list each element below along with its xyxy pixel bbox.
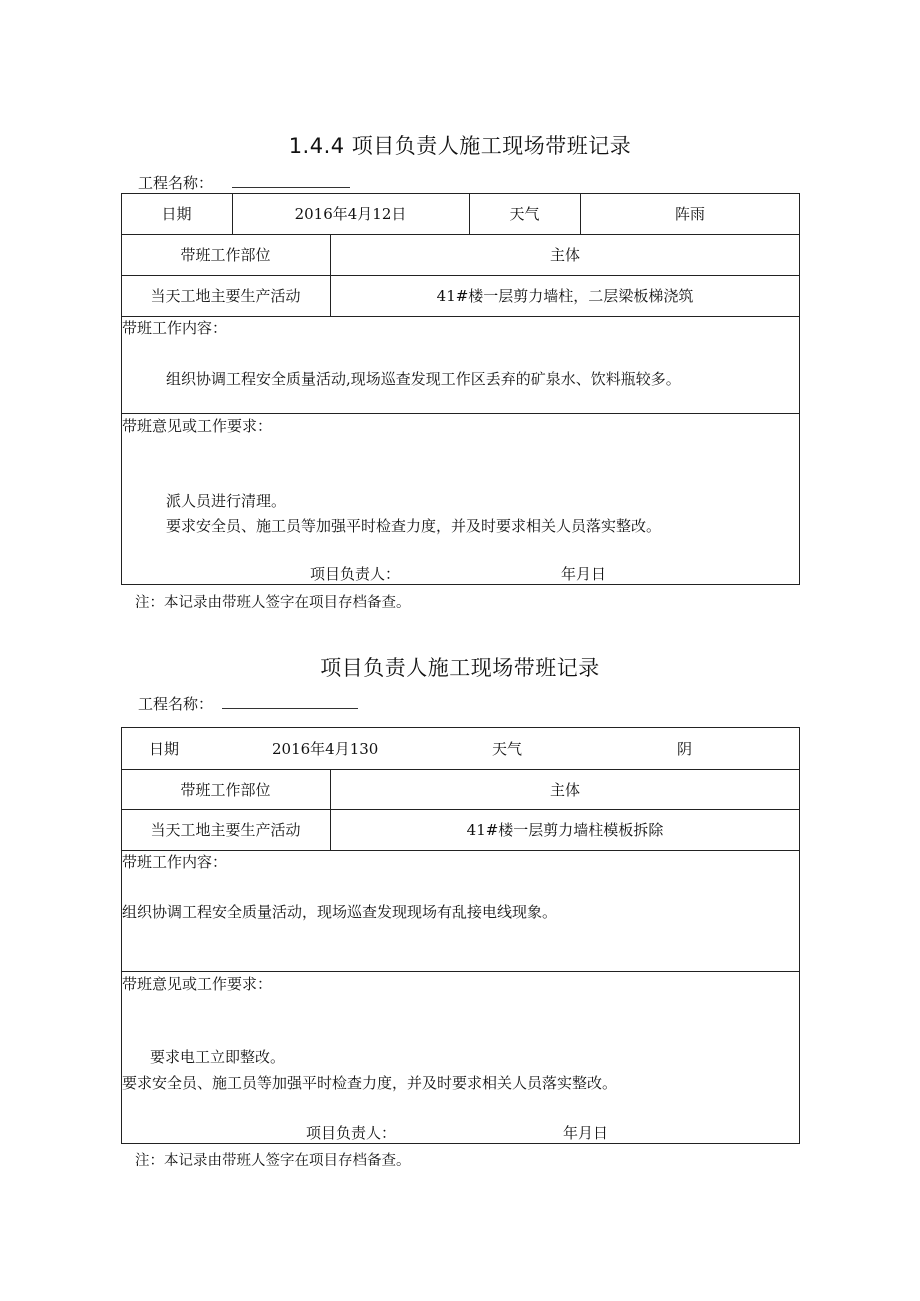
record1-leader-label: 项目负责人：	[310, 565, 401, 583]
record2-project-name-field[interactable]	[222, 708, 358, 709]
record2-leader-label: 项目负责人：	[306, 1124, 397, 1142]
record1-project-name-label: 工程名称：	[138, 174, 214, 192]
record2-content-text: 组织协调工程安全质量活动，现场巡查发现现场有乱接电线现象。	[122, 903, 558, 921]
record2-weather-value: 阴	[677, 740, 693, 758]
record2-date-label: 日期	[149, 740, 180, 758]
record2-dept-value: 主体	[549, 781, 580, 799]
record2-activity-value: 41#楼一层剪力墙柱模板拆除	[466, 821, 664, 839]
record1-project-name-field[interactable]	[232, 187, 350, 188]
record1-weather-value: 阵雨	[674, 205, 705, 223]
record2-date-value: 2016年4月130	[272, 740, 379, 758]
record1-date-value: 2016年4月12日	[294, 205, 407, 223]
record1-note: 注：本记录由带班人签字在项目存档备查。	[135, 595, 411, 611]
record2-activity-label: 当天工地主要生产活动	[150, 821, 301, 839]
record1-content-label: 带班工作内容：	[122, 319, 228, 337]
record2-opinion-label: 带班意见或工作要求：	[122, 975, 273, 993]
record2-opinion-line1: 要求电工立即整改。	[150, 1048, 286, 1066]
record1-activity-value: 41#楼一层剪力墙柱，二层梁板梯浇筑	[436, 287, 694, 305]
record2-content-label: 带班工作内容：	[122, 853, 228, 871]
record1-title: 1.4.4 项目负责人施工现场带班记录	[288, 134, 632, 158]
record2-note: 注：本记录由带班人签字在项目存档备查。	[135, 1153, 411, 1169]
record2-weather-label: 天气	[492, 740, 523, 758]
record1-dept-label: 带班工作部位	[180, 246, 271, 264]
record1-content-text: 组织协调工程安全质量活动,现场巡查发现工作区丢弃的矿泉水、饮料瓶较多。	[166, 370, 681, 388]
record1-weather-label: 天气	[509, 205, 540, 223]
record2-project-name-label: 工程名称：	[138, 695, 214, 713]
record2-dept-label: 带班工作部位	[180, 781, 271, 799]
record2-date-sign-label: 年月日	[563, 1124, 609, 1142]
record1-opinion-line2: 要求安全员、施工员等加强平时检查力度，并及时要求相关人员落实整改。	[166, 517, 662, 535]
record1-opinion-label: 带班意见或工作要求：	[122, 417, 273, 435]
record1-date-label: 日期	[161, 205, 192, 223]
record2-opinion-line2: 要求安全员、施工员等加强平时检查力度，并及时要求相关人员落实整改。	[122, 1074, 618, 1092]
record2-title: 项目负责人施工现场带班记录	[320, 656, 600, 680]
record1-activity-label: 当天工地主要生产活动	[150, 287, 301, 305]
record1-date-sign-label: 年月日	[561, 565, 607, 583]
record1-opinion-line1: 派人员进行清理。	[166, 492, 287, 510]
record1-dept-value: 主体	[549, 246, 580, 264]
